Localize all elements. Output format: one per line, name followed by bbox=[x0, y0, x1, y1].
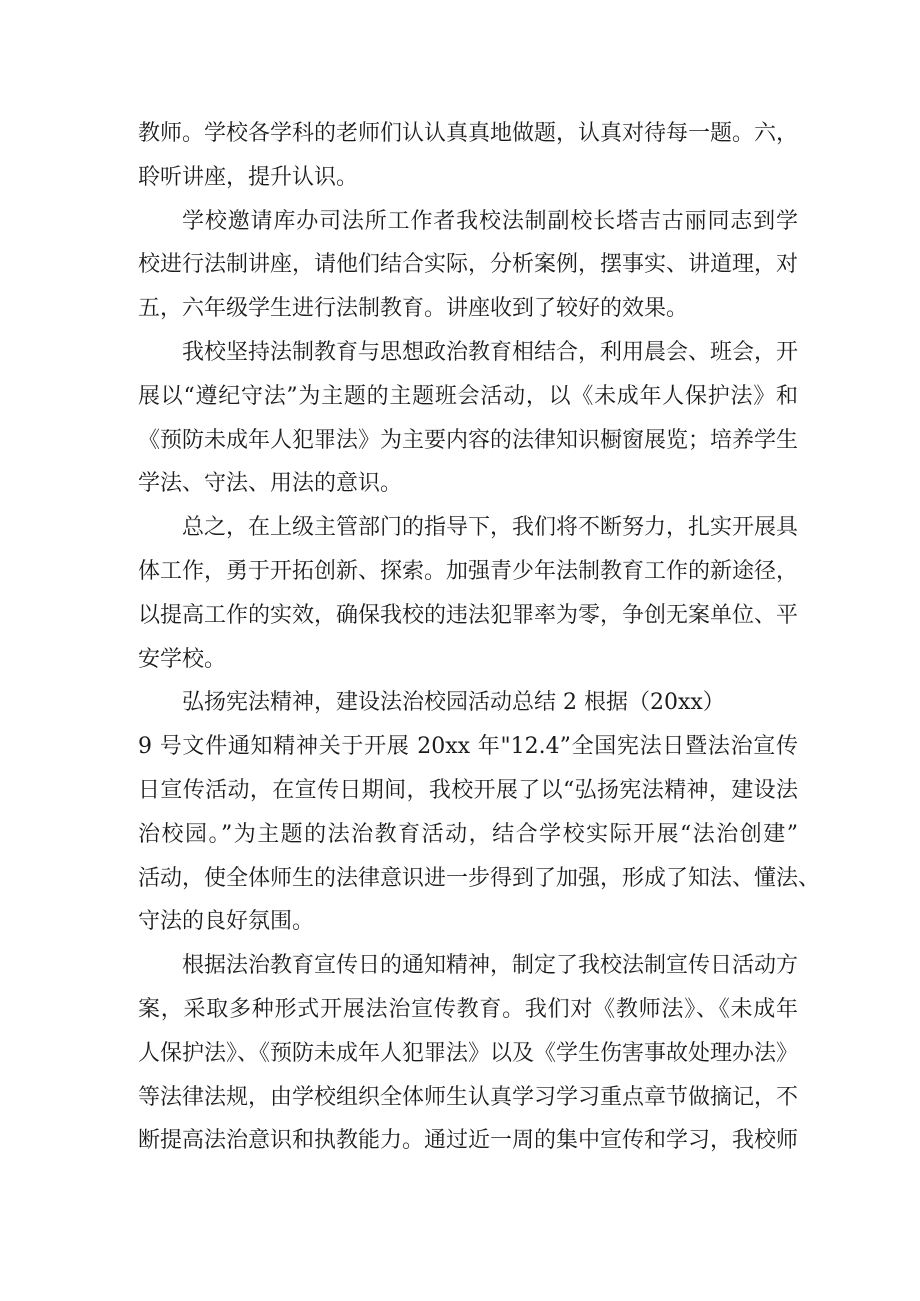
text-line: 聆听讲座，提升认识。 bbox=[138, 164, 359, 190]
text-line: 等法律法规，由学校组织全体师生认真学习学习重点章节做摘记，不 bbox=[138, 1084, 799, 1110]
text-line: 体工作，勇于开拓创新、探索。加强青少年法制教育工作的新途径， bbox=[138, 558, 799, 584]
text-line: 五，六年级学生进行法制教育。讲座收到了较好的效果。 bbox=[138, 296, 689, 322]
document-body bbox=[138, 112, 821, 1163]
text-line: 学法、守法、用法的意识。 bbox=[138, 471, 403, 497]
text-line: 《预防未成年人犯罪法》为主要内容的法律知识橱窗展览；培养学生 bbox=[138, 427, 799, 453]
text-line: 总之，在上级主管部门的指导下，我们将不断努力，扎实开展具 bbox=[182, 515, 799, 541]
text-line: 断提高法治意识和执教能力。通过近一周的集中宣传和学习，我校师 bbox=[138, 1128, 799, 1154]
text-line: 治校园。”为主题的法治教育活动，结合学校实际开展“法治创建” bbox=[138, 821, 798, 847]
text-line: 弘扬宪法精神，建设法治校园活动总结 2 根据（20xx） bbox=[182, 690, 725, 716]
text-line: 校进行法制讲座，请他们结合实际，分析案例，摆事实、讲道理，对 bbox=[138, 252, 799, 278]
text-line: 安学校。 bbox=[138, 646, 227, 672]
text-line: 我校坚持法制教育与思想政治教育相结合，利用晨会、班会，开 bbox=[182, 339, 799, 365]
text-line: 日宣传活动，在宣传日期间，我校开展了以“弘扬宪法精神，建设法 bbox=[138, 777, 798, 803]
text-line: 展以“遵纪守法”为主题的主题班会活动，以《未成年人保护法》和 bbox=[138, 383, 798, 409]
text-line: 以提高工作的实效，确保我校的违法犯罪率为零，争创无案单位、平 bbox=[138, 602, 799, 628]
text-line: 9 号文件通知精神关于开展 20xx 年"12.4”全国宪法日暨法治宣传 bbox=[138, 734, 798, 760]
text-line: 守法的良好氛围。 bbox=[138, 909, 315, 935]
text-line: 案，采取多种形式开展法治宣传教育。我们对《教师法》、《未成年 bbox=[138, 996, 798, 1022]
text-line: 学校邀请库办司法所工作者我校法制副校长塔吉古丽同志到学 bbox=[182, 208, 798, 234]
text-line: 活动，使全体师生的法律意识进一步得到了加强，形成了知法、懂法、 bbox=[138, 865, 821, 891]
text-line: 根据法治教育宣传日的通知精神，制定了我校法制宣传日活动方 bbox=[182, 953, 799, 979]
text-line: 教师。学校各学科的老师们认认真真地做题，认真对待每一题。六， bbox=[138, 121, 799, 146]
text-line: 人保护法》、《预防未成年人犯罪法》以及《学生伤害事故处理办法》 bbox=[138, 1040, 799, 1066]
